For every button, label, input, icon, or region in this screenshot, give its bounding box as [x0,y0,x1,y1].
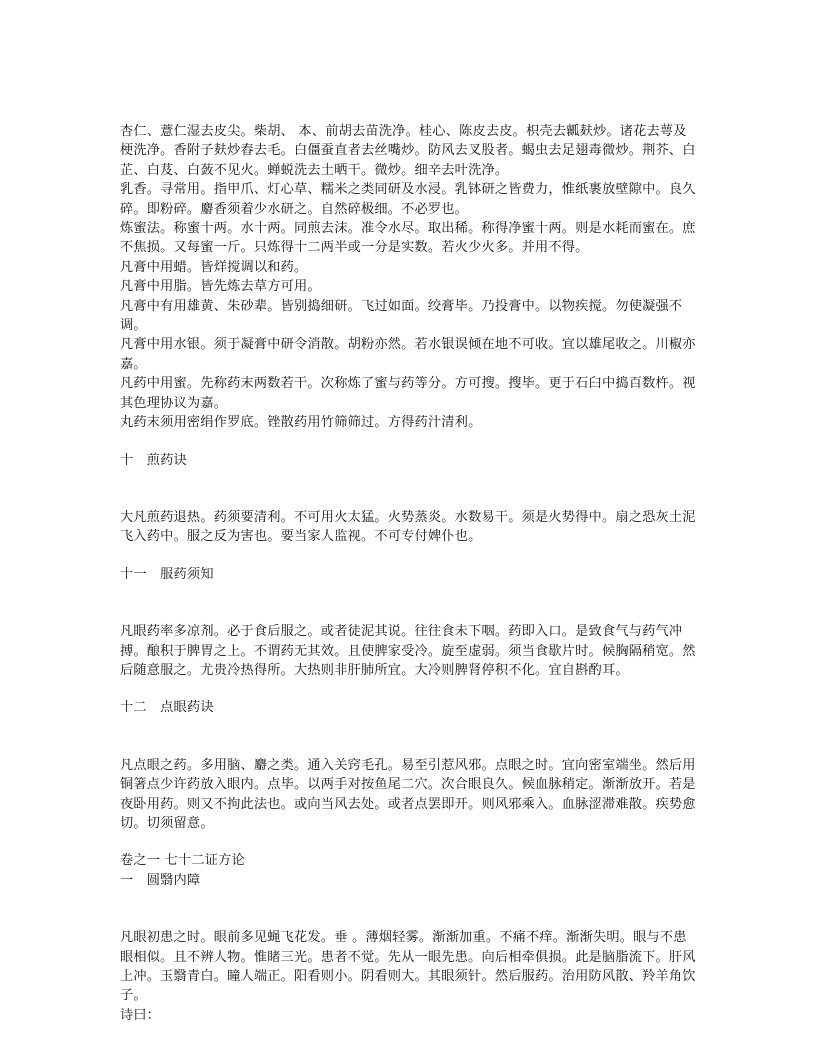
spacer [120,680,700,698]
prep-paragraph-1: 杏仁、薏仁湿去皮尖。柴胡、 本、前胡去苗洗净。桂心、陈皮去皮。枳壳去瓤麸炒。诸花去萼及梗洗净。香附子麸炒舂去毛。白僵蚕直者去丝嘴炒。防风去叉股者。蝎虫去足翅毒微炒。荆芥、白芷、白芨、白蔹不见火。蝉蜕洗去土晒干。微炒。细辛去叶洗净。 [120,124,696,178]
document-page [120,122,700,1025]
prep-paragraph-9: 丸药末须用密绢作罗底。锉散药用竹筛筛过。方得药汁清利。 [120,415,482,431]
section-heading-12: 十二 点眼药诀 [120,700,214,716]
prep-paragraph-3: 炼蜜法。称蜜十两。水十两。同煎去沫。准令水尽。取出稀。称得净蜜十两。则是水耗而蜜在。庶不焦损。又每蜜一斤。只炼得十二两半或一分是实数。若火少火多。并用不得。 [120,221,696,256]
prep-paragraph-8: 凡药中用蜜。先称药末两数若干。次称炼了蜜与药等分。方可搜。搜毕。更于石臼中捣百数杵。视其色理协议为嘉。 [120,376,696,411]
chapter-title: 卷之一 七十二证方论 [120,853,245,869]
prep-paragraph-5: 凡膏中用脂。皆先炼去草方可用。 [120,279,321,295]
spacer [120,718,700,756]
chapter-paragraph: 凡眼初患之时。眼前多见蝇飞花发。垂 。薄烟轻雾。渐渐加重。不痛不痒。渐渐失明。眼与不患眼相似。且不辨人物。惟睹三光。患者不觉。先从一眼先患。向后相牵俱损。此是脑脂流下。肝风上冲。玉翳青白。瞳人端正。阳看则小。阴看则大。其眼须针。然后服药。治用防风散、羚羊角饮子。 [120,930,696,1004]
prep-paragraph-2: 乳香。寻常用。指甲爪、灯心草、糯米之类同研及水浸。乳钵研之皆费力，惟纸裹放壁隙中。良久碎。即粉碎。麝香须着少水研之。自然碎极细。不必罗也。 [120,182,696,217]
section-heading-10: 十 煎药诀 [120,452,187,468]
prep-paragraph-6: 凡膏中有用雄黄、朱砂辈。皆别捣细研。飞过如面。绞膏毕。乃投膏中。以物疾搅。勿使凝强不调。 [120,298,683,334]
section-10-paragraph: 大凡煎药退热。药须要清利。不可用火太猛。火势蒸炎。水数易干。须是火势得中。扇之恐灰土泥飞入药中。服之反为害也。要当家人监视。不可专付婢仆也。 [120,509,696,545]
spacer [120,470,700,508]
section-11-paragraph: 凡眼药率多凉剂。必于食后服之。或者徒泥其说。往往食未下咽。药即入口。是致食气与药气冲搏。酿积于脾胃之上。不谓药无其效。且使脾家受冷。旋至虚弱。须当食歇片时。候胸隔稍宽。然后随意服之。尤贵冷热得所。大热则非肝肺所宜。大冷则脾肾停积不化。宜自斟酌耳。 [120,624,696,678]
section-heading-11: 十一 服药须知 [120,566,214,582]
spacer [120,547,700,565]
spacer [120,890,700,928]
spacer [120,433,700,451]
prep-paragraph-7: 凡膏中用水银。须于凝膏中研令消散。胡粉亦然。若水银误倾在地不可收。宜以雄尾收之。川椒亦嘉。 [120,337,696,372]
poem-label: 诗曰： [120,1007,161,1023]
prep-paragraph-4: 凡膏中用蜡。皆烊搅调以和药。 [120,259,308,275]
spacer [120,584,700,622]
section-12-paragraph: 凡点眼之药。多用脑、麝之类。通入关窍毛孔。易至引惹风邪。点眼之时。宜向密室端坐。然后用铜箸点少许药放入眼内。点毕。以两手对按鱼尾二穴。次合眼良久。候血脉稍定。渐渐放开。若是夜卧用药。则又不拘此法也。或向当风去处。或者点罢即开。则风邪乘入。血脉涩滞难散。疾势愈切。切须留意。 [120,757,696,831]
chapter-sub-heading: 一 圆翳内障 [120,872,201,888]
spacer [120,833,700,851]
